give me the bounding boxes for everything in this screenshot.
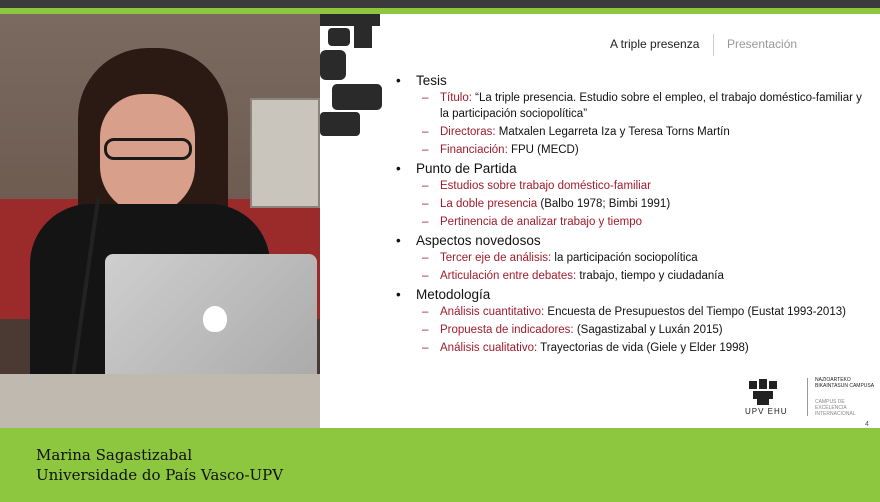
slide-page-number: 4 <box>865 421 869 428</box>
speaker-affiliation: Universidade do País Vasco-UPV <box>36 466 284 484</box>
presentation-slide <box>320 14 880 428</box>
bullet-heading: • Punto de Partida <box>394 160 864 178</box>
sub-bullet: – Directoras: Matxalen Legarreta Iza y Teresa Torns Martín <box>422 126 730 138</box>
top-bar <box>0 0 880 8</box>
nav-tab-inactive: Presentación <box>727 37 798 51</box>
apple-logo-icon <box>203 306 227 332</box>
bullet-heading: • Tesis <box>394 72 864 90</box>
sub-bullet: – Título: “La triple presencia. Estudio sobre el empleo, el trabajo doméstico-familiar y la participación sociopolítica” <box>422 92 862 120</box>
sub-bullet: – Tercer eje de análisis: la participación sociopolítica <box>422 252 698 264</box>
speaker-video <box>0 14 320 428</box>
sub-bullet: – Análisis cuantitativo: Encuesta de Presupuestos del Tiempo (Eustat 1993-2013) <box>422 306 846 318</box>
upv-ehu-label: UPV EHU <box>745 407 788 416</box>
sub-bullet: – Articulación entre debates: trabajo, tiempo y ciudadanía <box>422 270 724 282</box>
sub-bullet: – La doble presencia (Balbo 1978; Bimbi 1991) <box>422 198 671 210</box>
section-tesis <box>394 72 864 158</box>
caption-bar <box>0 428 880 502</box>
upv-ehu-logo-icon <box>745 379 781 407</box>
sub-bullet: – Estudios sobre trabajo doméstico-familiar <box>422 180 651 192</box>
bullet-heading: • Metodología <box>394 286 864 304</box>
nav-tab-active: A triple presenza <box>610 37 700 51</box>
sub-bullet: – Propuesta de indicadores: (Sagastizabal y Luxán 2015) <box>422 324 723 336</box>
logo-divider <box>807 378 808 416</box>
nav-separator <box>713 34 714 56</box>
glasses <box>104 138 192 160</box>
bullet-heading: • Aspectos novedosos <box>394 232 864 250</box>
speaker-name: Marina Sagastizabal <box>36 446 193 464</box>
sub-bullet: – Financiación: FPU (MECD) <box>422 144 579 156</box>
campus-label-basque: NAZIOARTEKO BIKAINTASUN CAMPUSA <box>815 377 875 389</box>
section-aspectos-novedosos <box>394 232 864 284</box>
section-metodologia <box>394 286 864 356</box>
sub-bullet: – Pertinencia de analizar trabajo y tiempo <box>422 216 643 228</box>
desk <box>0 374 320 428</box>
section-punto-de-partida <box>394 160 864 230</box>
campus-label-spanish: CAMPUS DE EXCELENCIA INTERNACIONAL <box>815 399 856 417</box>
sub-bullet: – Análisis cualitativo: Trayectorias de vida (Giele y Elder 1998) <box>422 342 749 354</box>
slide-content <box>394 72 864 358</box>
